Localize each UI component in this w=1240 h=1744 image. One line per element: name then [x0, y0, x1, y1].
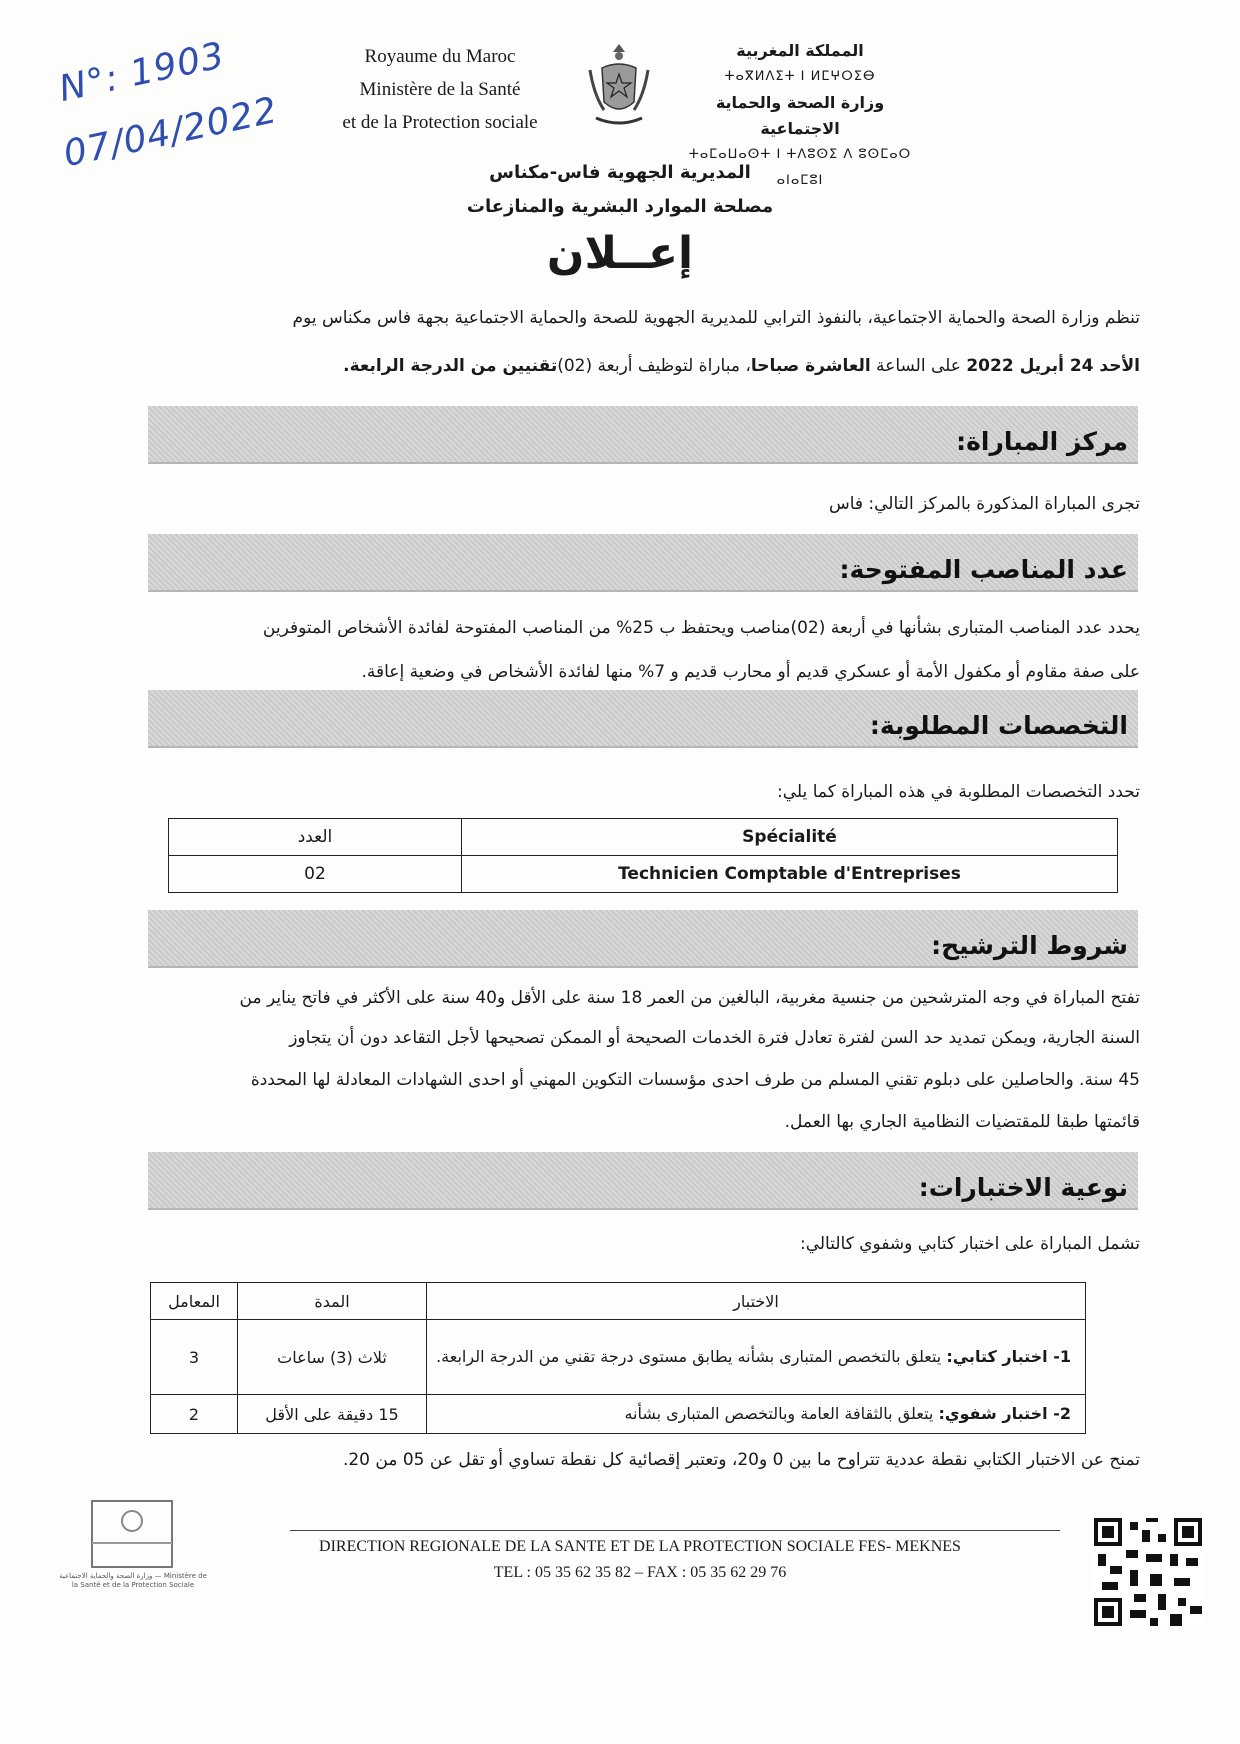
section-conditions-title: شروط الترشيح:: [931, 931, 1128, 960]
cell-specialty: Technicien Comptable d'Entreprises: [462, 856, 1118, 893]
test-label: 1- اختبار كتابي:: [946, 1347, 1071, 1366]
coat-of-arms-icon: [584, 40, 654, 130]
conditions-line-4: قائمتها طبقا للمقتضيات النظامية الجاري بها العمل.: [784, 1112, 1140, 1132]
footer-divider: [290, 1530, 1060, 1531]
section-posts: [148, 534, 1138, 592]
header-kingdom: Royaume du Maroc: [364, 46, 516, 67]
col-coef-header: المعامل: [151, 1283, 238, 1320]
tests-table: [150, 1282, 1086, 1434]
service-name: مصلحة الموارد البشرية والمنازعات: [466, 196, 774, 217]
logo-caption: وزارة الصحة والحماية الاجتماعية — Ministère de la Santé et de la Protection Sociale: [59, 1572, 207, 1589]
cell-coef: 3: [151, 1320, 238, 1395]
header-kingdom-ar: المملكة المغربية: [736, 41, 864, 60]
section-specialties: [148, 690, 1138, 748]
footer-contact: TEL : 05 35 62 35 82 – FAX : 05 35 62 29 76: [493, 1564, 787, 1581]
intro-time: العاشرة صباحا: [750, 356, 871, 376]
intro-date: الأحد 24 أبريل 2022: [966, 356, 1140, 376]
section-center: [148, 406, 1138, 464]
conditions-line-1: تفتح المباراة في وجه المترشحين من جنسية مغربية، البالغين من العمر 18 سنة على الأقل و40 سنة على الأكثر في فاتح يناير من: [239, 988, 1140, 1008]
center-text: تجرى المباراة المذكورة بالمركز التالي: فاس: [828, 494, 1140, 514]
french-header: [330, 40, 550, 139]
test-desc: يتعلق بالتخصص المتبارى بشأنه يطابق مستوى درجة تقني من الدرجة الرابعة.: [436, 1347, 947, 1366]
table-header-row: [151, 1283, 1086, 1320]
posts-text-2: على صفة مقاوم أو مكفول الأمة أو عسكري قديم أو محارب قديم و 7% منها لفائدة الأشخاص في وضعية إعاقة.: [361, 662, 1140, 682]
col-number-header: العدد: [169, 819, 462, 856]
section-specialties-title: التخصصات المطلوبة:: [869, 711, 1128, 740]
section-tests-title: نوعية الاختبارات:: [918, 1173, 1128, 1202]
intro-line-2: [150, 344, 1140, 388]
header-protection: et de la Protection sociale: [342, 112, 538, 133]
header-kingdom-tifinagh: ⵜⴰⴳⵍⴷⵉⵜ ⵏ ⵍⵎⵖⵔⵉⴱ: [724, 69, 876, 84]
qr-code-icon: [1094, 1518, 1202, 1626]
cell-test: [427, 1320, 1086, 1395]
header-ministry-tifinagh: ⵜⴰⵎⴰⵡⴰⵙⵜ ⵏ ⵜⴷⵓⵙⵉ ⴷ ⵓⵙⵎⴰⵔ ⴰⵏⴰⵎⵓⵏ: [688, 147, 912, 188]
posts-text-1: يحدد عدد المناصب المتبارى بشأنها في أربعة (02)مناصب ويحتفظ ب 25% من المناصب المفتوحة لفائدة الأشخاص المتوفرين: [262, 618, 1140, 638]
regional-directorate: [380, 156, 860, 224]
section-tests: [148, 1152, 1138, 1210]
table-row: [169, 856, 1118, 893]
cell-duration: ثلاث (3) ساعات: [238, 1320, 427, 1395]
table-row: [151, 1320, 1086, 1395]
specialties-text: تحدد التخصصات المطلوبة في هذه المباراة كما يلي:: [777, 782, 1140, 802]
section-center-title: مركز المباراة:: [956, 427, 1128, 456]
footer: [290, 1534, 990, 1586]
conditions-line-3: 45 سنة. والحاصلين على دبلوم تقني المسلم من طرف احدى مؤسسات التكوين المهني أو احدى الشهادات المعادلة لها المحددة: [250, 1070, 1140, 1090]
tests-note: تمنح عن الاختبار الكتابي نقطة عددية تتراوح ما بين 0 و20، وتعتبر إقصائية كل نقطة تساوي أو تقل عن 05 من 20.: [342, 1450, 1140, 1470]
cell-coef: 2: [151, 1395, 238, 1434]
handwritten-date: 07/04/2022: [60, 89, 282, 176]
footer-directorate: DIRECTION REGIONALE DE LA SANTE ET DE LA PROTECTION SOCIALE FES- MEKNES: [319, 1538, 961, 1555]
col-test-header: الاختبار: [427, 1283, 1086, 1320]
cell-number: 02: [169, 856, 462, 893]
test-label: 2- اختبار شفوي:: [938, 1404, 1071, 1423]
table-row: [151, 1395, 1086, 1434]
cell-test: [427, 1395, 1086, 1434]
intro-text-mid: على الساعة: [870, 356, 967, 376]
header-ministry: Ministère de la Santé: [359, 79, 521, 100]
header-ministry-ar: وزارة الصحة والحماية الاجتماعية: [715, 93, 885, 138]
directorate-name: المديرية الجهوية فاس-مكناس: [489, 162, 751, 183]
test-desc: يتعلق بالثقافة العامة وبالتخصص المتبارى بشأنه: [624, 1404, 939, 1423]
announcement-title: إعــلان: [546, 228, 694, 279]
section-posts-title: عدد المناصب المفتوحة:: [839, 555, 1128, 584]
col-duration-header: المدة: [238, 1283, 427, 1320]
cell-duration: 15 دقيقة على الأقل: [238, 1395, 427, 1434]
intro-text-end: ، مباراة لتوظيف أربعة (02): [557, 356, 751, 376]
col-specialty-header: Spécialité: [462, 819, 1118, 856]
section-conditions: [148, 910, 1138, 968]
conditions-line-2: السنة الجارية، ويمكن تمديد حد السن لفترة تعادل فترة الخدمات الصحيحة أو الممكن تصحيحها لأجل التقاعد دون أن يتجاوز: [289, 1028, 1140, 1048]
intro-line-1: تنظم وزارة الصحة والحماية الاجتماعية، بالنفوذ الترابي للمديرية الجهوية للصحة والحماية الاجتماعية بجهة فاس مكناس يوم: [292, 308, 1140, 328]
intro-grade: تقنيين من الدرجة الرابعة.: [343, 356, 558, 376]
tests-text: تشمل المباراة على اختبار كتابي وشفوي كالتالي:: [799, 1234, 1140, 1254]
handwritten-reference: N°: 1903: [55, 34, 229, 111]
table-header-row: [169, 819, 1118, 856]
specialties-table: [168, 818, 1118, 893]
